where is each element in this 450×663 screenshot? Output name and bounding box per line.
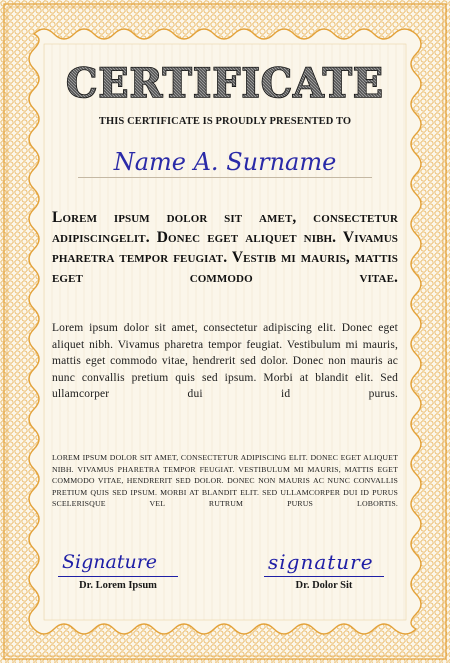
signature-script-right: signature	[268, 550, 374, 574]
recipient-name: Name A. Surname	[113, 148, 337, 176]
signature-script-left: Signature	[62, 551, 158, 573]
signature-line-right	[264, 576, 384, 577]
presented-to-text: THIS CERTIFICATE IS PROUDLY PRESENTED TO	[98, 116, 352, 127]
signer-name-right: Dr. Dolor Sit	[295, 580, 353, 591]
certificate-title-text: CERTIFICATE	[66, 60, 384, 107]
bold-paragraph: Lorem ipsum dolor sit amet, consectetur adipiscingelit. Donec eget aliquet nibh. Vivamus pharetra tempor feugiat. Vestib mi mauris, mattis eget commodo vitae.	[52, 209, 398, 286]
signature-block-right	[264, 548, 384, 598]
signature-line-left	[58, 576, 178, 577]
fine-print-paragraph: LOREM IPSUM DOLOR SIT AMET, CONSECTETUR ADIPISCING ELIT. DONEC EGET ALIQUET NIBH. VIVAMUS PHARETRA TEMPOR FEUGIAT. VESTIBULUM MI MAURIS, MATTIS EGET COMMODO VITAE, HENDRERIT SED DOLOR. DONEC NON MAURIS AC NUNC CONVALLIS PRETIUM QUIS SED IPSUM. MORBI AT BLANDIT ELIT. SED ULLAMCORPER DUI ID PURUS SCELERISQUE VEL RUTRUM PURUS LOBORTIS.	[52, 453, 398, 509]
signer-name-left: Dr. Lorem Ipsum	[79, 580, 157, 591]
certificate-title	[52, 58, 398, 108]
signature-block-left	[58, 548, 178, 598]
body-paragraph: Lorem ipsum dolor sit amet, consectetur adipiscing elit. Donec eget aliquet nibh. Vivamus pharetra tempor feugiat. Vestibulum mi mauris, mattis eget commodo vitae, hendrerit sed dolor. Donec non mauris ac nunc convallis pretium quis sed ipsum. Morbi at blandit elit. Sed ullamcorper dui id purus.	[52, 322, 398, 400]
name-underline	[78, 177, 372, 178]
certificate-content	[52, 58, 398, 618]
